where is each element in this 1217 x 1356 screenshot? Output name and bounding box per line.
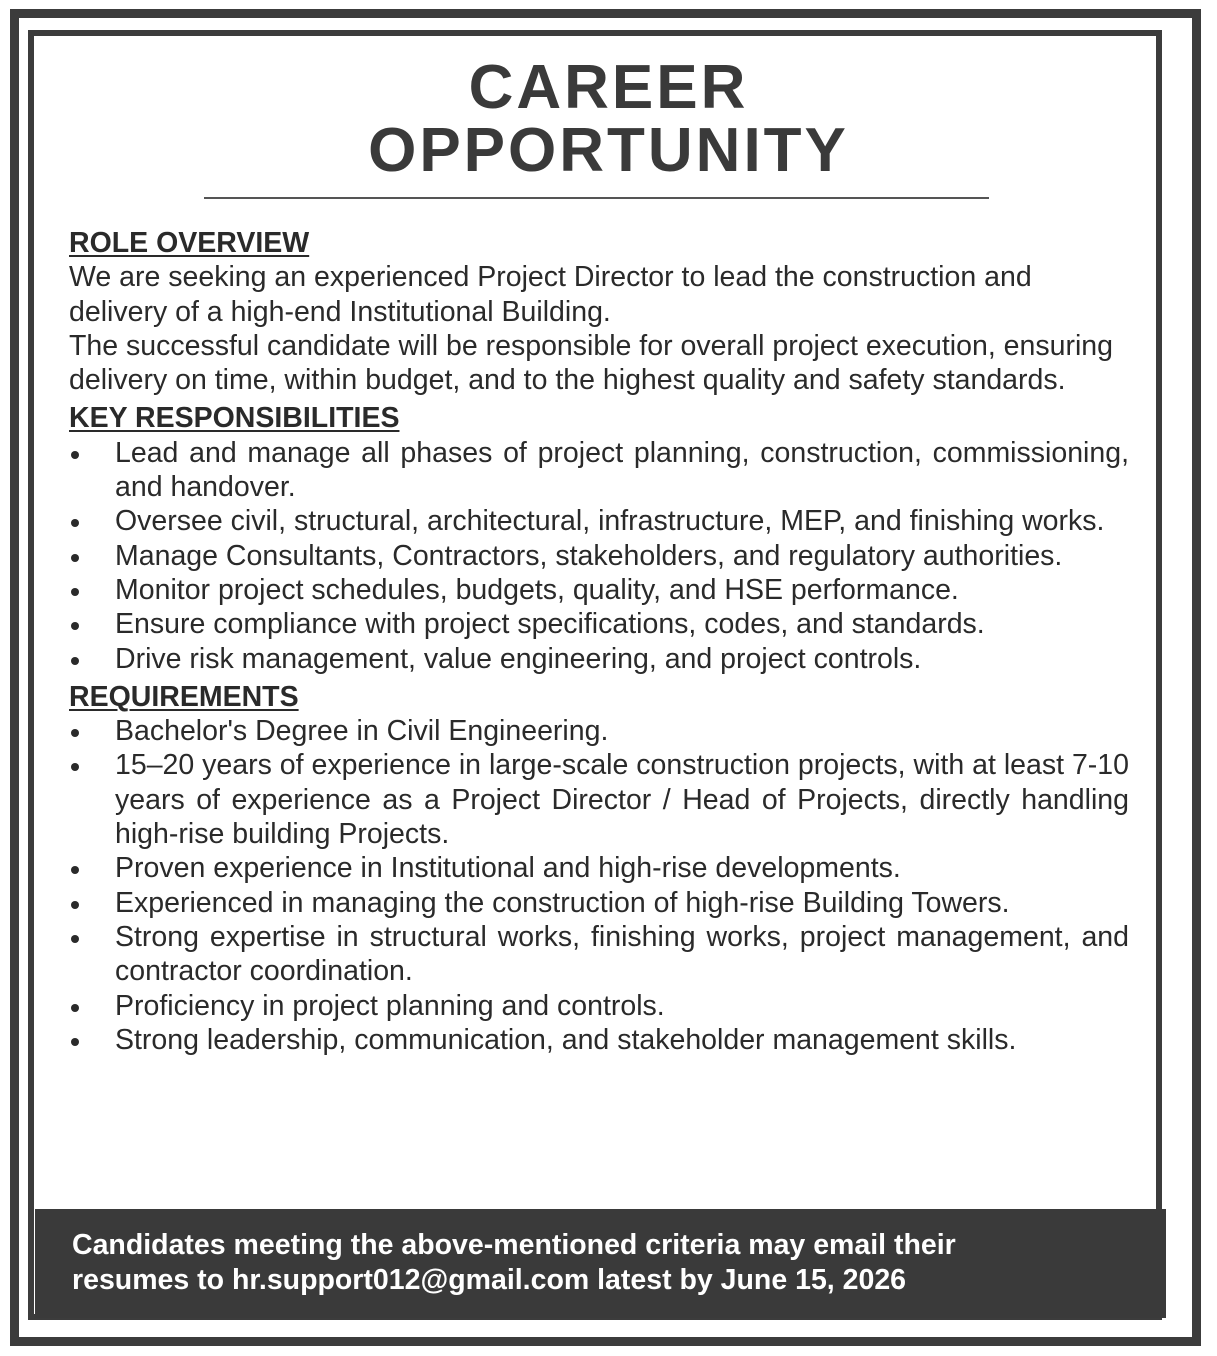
- title-line-2: OPPORTUNITY: [368, 116, 849, 185]
- bullet-icon: [71, 866, 79, 874]
- list-item: Monitor project schedules, budgets, quality, and HSE performance.: [69, 573, 1129, 607]
- role-overview-paragraph-1: We are seeking an experienced Project Director to lead the construction and delivery of a high-end Institutional Building.: [69, 261, 1032, 328]
- bullet-icon: [71, 935, 79, 943]
- bullet-icon: [71, 729, 79, 737]
- list-item: Manage Consultants, Contractors, stakeholders, and regulatory authorities.: [69, 539, 1129, 573]
- responsibilities-list: [69, 436, 1129, 676]
- requirements-list: [69, 714, 1129, 1057]
- role-overview-paragraph-2: The successful candidate will be responsible for overall project execution, ensuring delivery on time, within budget, and to the highest quality and safety standards.: [69, 329, 1113, 397]
- ad-content: [69, 226, 1129, 1057]
- key-responsibilities-heading: KEY RESPONSIBILITIES: [69, 402, 400, 435]
- bullet-icon: [71, 763, 79, 771]
- role-overview-section: [69, 226, 1129, 397]
- requirements-section: [69, 680, 1129, 1057]
- list-item: Strong expertise in structural works, finishing works, project management, and contractor coordination.: [69, 920, 1129, 989]
- requirements-heading: REQUIREMENTS: [69, 680, 299, 713]
- list-item: Proficiency in project planning and controls.: [69, 989, 1129, 1023]
- list-item: Strong leadership, communication, and stakeholder management skills.: [69, 1023, 1129, 1057]
- list-item: Experienced in managing the construction of high-rise Building Towers.: [69, 886, 1129, 920]
- application-footer: [35, 1209, 1166, 1318]
- list-item: Drive risk management, value engineering, and project controls.: [69, 642, 1129, 676]
- footer-line-1: Candidates meeting the above-mentioned criteria may email their: [72, 1229, 956, 1261]
- list-item: Ensure compliance with project specifications, codes, and standards.: [69, 607, 1129, 641]
- list-item: Bachelor's Degree in Civil Engineering.: [69, 714, 1129, 748]
- list-item: Oversee civil, structural, architectural, infrastructure, MEP, and finishing works.: [69, 504, 1129, 538]
- bullet-icon: [71, 1004, 79, 1012]
- bullet-icon: [71, 622, 79, 630]
- footer-line-2: resumes to hr.support012@gmail.com latest by June 15, 2026: [72, 1263, 907, 1296]
- bullet-icon: [71, 554, 79, 562]
- bullet-icon: [71, 519, 79, 527]
- bullet-icon: [71, 451, 79, 459]
- key-responsibilities-section: [69, 401, 1129, 675]
- title-divider: [204, 197, 989, 199]
- bullet-icon: [71, 901, 79, 909]
- bullet-icon: [71, 1038, 79, 1046]
- page-title: [0, 53, 1217, 185]
- list-item: 15–20 years of experience in large-scale construction projects, with at least 7-10 years of experience as a Project Director / Head of Projects, directly handling high-rise building Projects.: [69, 748, 1129, 851]
- title-line-1: CAREER: [468, 53, 749, 122]
- bullet-icon: [71, 588, 79, 596]
- bullet-icon: [71, 657, 79, 665]
- list-item: Proven experience in Institutional and high-rise developments.: [69, 851, 1129, 885]
- role-overview-heading: ROLE OVERVIEW: [69, 227, 310, 259]
- list-item: Lead and manage all phases of project planning, construction, commissioning, and handover.: [69, 436, 1129, 505]
